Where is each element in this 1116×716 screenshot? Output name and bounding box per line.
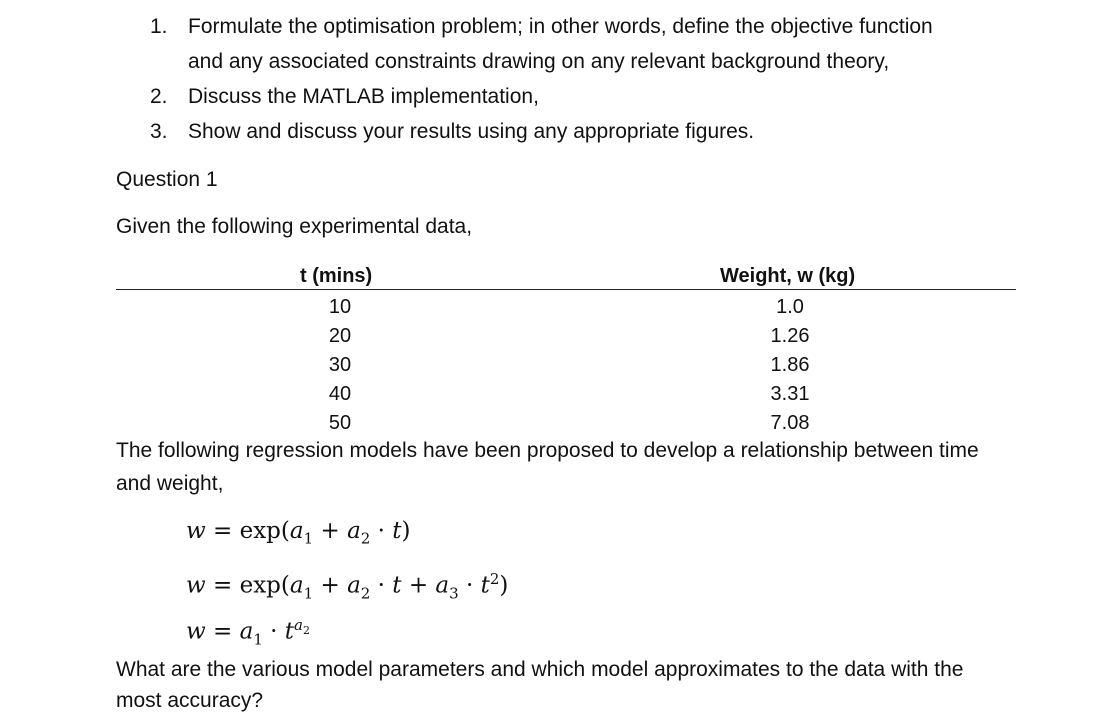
table-cell-time: 40 [328,383,352,405]
table-cell-time: 20 [328,325,352,347]
closing-line-1: What are the various model parameters and which model approximates to the data with the [116,658,964,681]
table-header-weight: Weight, w (kg) [720,265,856,287]
table-cell-weight: 1.86 [770,354,810,376]
table-cell-weight: 1.26 [770,325,810,347]
equation-2: $w = \exp(a_1 + a_2 \cdot t + a_3 \cdot t^2)$ [186,570,509,603]
table-cell-time: 10 [328,296,352,318]
list-number-1: 1. [150,15,168,38]
table-cell-weight: 3.31 [770,383,810,405]
models-intro-line-1: The following regression models have been proposed to develop a relationship between time [116,439,979,462]
table-cell-time: 50 [328,412,352,434]
equation-3: $w = a_1 \cdot t^{a_2}$ [186,616,310,649]
models-intro-line-2: and weight, [116,472,224,495]
list-item-1-line-2: and any associated constraints drawing on any relevant background theory, [188,50,890,73]
closing-line-2: most accuracy? [116,689,264,712]
list-item-3-line-1: Show and discuss your results using any appropriate figures. [188,120,755,143]
equation-1: $w = \exp(a_1 + a_2 \cdot t)$ [186,518,411,548]
list-item-1-line-1: Formulate the optimisation problem; in other words, define the objective function [188,15,933,38]
table-header-time: t (mins) [300,265,373,287]
table-cell-weight: 7.08 [770,412,810,434]
table-cell-weight: 1.0 [776,296,804,318]
list-number-2: 2. [150,85,168,108]
list-item-2-line-1: Discuss the MATLAB implementation, [188,85,539,108]
table-cell-time: 30 [328,354,352,376]
intro-text: Given the following experimental data, [116,215,473,238]
table-header-rule [116,289,1016,290]
question-heading: Question 1 [116,168,218,191]
list-number-3: 3. [150,120,168,143]
